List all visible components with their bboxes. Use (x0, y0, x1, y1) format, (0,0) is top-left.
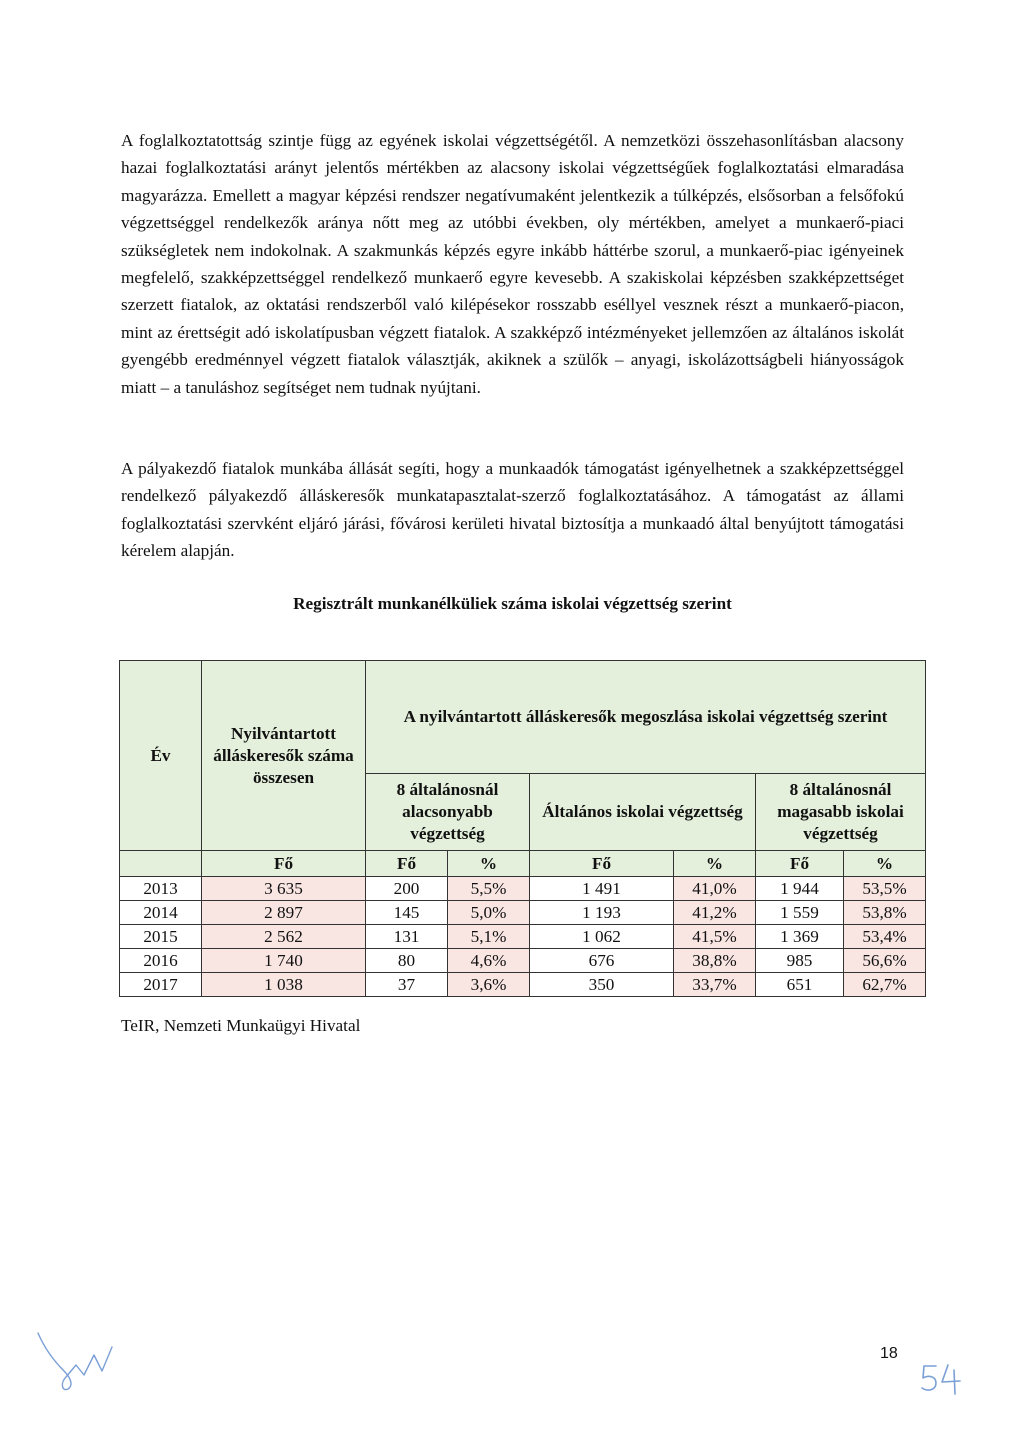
data-cell: 41,2% (674, 901, 756, 925)
data-cell: 38,8% (674, 949, 756, 973)
data-cell: 53,4% (844, 925, 926, 949)
table-row (120, 925, 926, 949)
year-cell: 2014 (120, 901, 202, 925)
data-cell: 4,6% (448, 949, 530, 973)
total-cell: 2 897 (202, 901, 366, 925)
unit-cell: Fő (202, 851, 366, 877)
data-cell: 53,8% (844, 901, 926, 925)
data-cell: 200 (366, 877, 448, 901)
unit-cell: % (844, 851, 926, 877)
year-cell: 2016 (120, 949, 202, 973)
data-cell: 1 369 (756, 925, 844, 949)
unit-cell: % (448, 851, 530, 877)
page-number: 18 (880, 1345, 898, 1362)
total-cell: 1 740 (202, 949, 366, 973)
paragraph-employment-education: A foglalkoztatottság szintje függ az egyének iskolai végzettségétől. A nemzetközi összehasonlításban alacsony hazai foglalkoztatási arányt jelentős mértékben az alacsony iskolai végzettségűek foglalkoztatási elmaradása magyarázza. Emellett a magyar képzési rendszer negatívumaként jelentkezik a túlképzés, elsősorban a felsőfokú végzettséggel rendelkezők aránya nőtt meg az utóbbi években, oly mértékben, amelyet a munkaerő-piaci szükségletek nem indokolnak. A szakmunkás képzés egyre inkább háttérbe szorul, a munkaerő-piac igényeinek megfelelő, szakképzettséggel rendelkező munkaerő egyre kevesebb. A szakiskolai képzésben szakképzettséget szerzett fiatalok, az oktatási rendszerből való kilépésekor rosszabb eséllyel vesznek részt a munkaerő-piacon, mint az érettségit adó iskolatípusban végzett fiatalok. A szakképző intézményeket jellemzően az általános iskolát gyengébb eredménnyel végzett fiatalok választják, akiknek a szülők – anyagi, iskolázottságbeli hiányosságok miatt – a tanuláshoz segítséget nem tudnak nyújtani. (121, 131, 904, 397)
table-source: TeIR, Nemzeti Munkaügyi Hivatal (121, 1016, 361, 1035)
data-cell: 1 559 (756, 901, 844, 925)
group-header: A nyilvántartott álláskeresők megoszlása iskolai végzettség szerint (366, 661, 926, 774)
unit-cell-empty (120, 851, 202, 877)
sub-header-primary: Általános iskolai végzettség (530, 774, 756, 851)
data-cell: 1 193 (530, 901, 674, 925)
year-cell: 2017 (120, 973, 202, 997)
data-cell: 37 (366, 973, 448, 997)
paragraph-career-starters: A pályakezdő fiatalok munkába állását segíti, hogy a munkaadók támogatást igényelhetnek a szakképzettséggel rendelkező pályakezdő álláskeresők munkatapasztalat-szerző foglalkoztatásához. A támogatást az állami foglalkoztatási szervként eljáró járási, fővárosi kerületi hivatal biztosítja a munkaadó által benyújtott támogatási kérelem alapján. (121, 459, 904, 561)
data-cell: 1 944 (756, 877, 844, 901)
data-cell: 5,0% (448, 901, 530, 925)
total-header: Nyilvántartott álláskeresők száma összesen (202, 661, 366, 851)
sub-header-lower: 8 általánosnál alacsonyabb végzettség (366, 774, 530, 851)
year-cell: 2013 (120, 877, 202, 901)
data-cell: 56,6% (844, 949, 926, 973)
data-cell: 1 062 (530, 925, 674, 949)
header-row-1 (120, 661, 926, 774)
data-cell: 145 (366, 901, 448, 925)
units-row (120, 851, 926, 877)
handwritten-signature (30, 1325, 130, 1395)
data-cell: 651 (756, 973, 844, 997)
data-cell: 131 (366, 925, 448, 949)
data-cell: 53,5% (844, 877, 926, 901)
data-cell: 350 (530, 973, 674, 997)
data-cell: 676 (530, 949, 674, 973)
data-cell: 3,6% (448, 973, 530, 997)
total-cell: 3 635 (202, 877, 366, 901)
data-cell: 41,0% (674, 877, 756, 901)
total-cell: 2 562 (202, 925, 366, 949)
data-cell: 5,5% (448, 877, 530, 901)
data-cell: 62,7% (844, 973, 926, 997)
table-title: Regisztrált munkanélküliek száma iskolai végzettség szerint (293, 594, 732, 613)
data-cell: 1 491 (530, 877, 674, 901)
unemployment-table (119, 660, 926, 997)
sub-header-higher: 8 általánosnál magasabb iskolai végzettség (756, 774, 926, 851)
year-cell: 2015 (120, 925, 202, 949)
table-row (120, 973, 926, 997)
handwritten-page-number (918, 1362, 974, 1396)
table-row (120, 877, 926, 901)
unit-cell: Fő (530, 851, 674, 877)
table-row (120, 901, 926, 925)
data-cell: 985 (756, 949, 844, 973)
unit-cell: % (674, 851, 756, 877)
data-cell: 80 (366, 949, 448, 973)
year-header: Év (120, 661, 202, 851)
unit-cell: Fő (366, 851, 448, 877)
data-cell: 41,5% (674, 925, 756, 949)
data-cell: 33,7% (674, 973, 756, 997)
data-cell: 5,1% (448, 925, 530, 949)
total-cell: 1 038 (202, 973, 366, 997)
table-row (120, 949, 926, 973)
unit-cell: Fő (756, 851, 844, 877)
